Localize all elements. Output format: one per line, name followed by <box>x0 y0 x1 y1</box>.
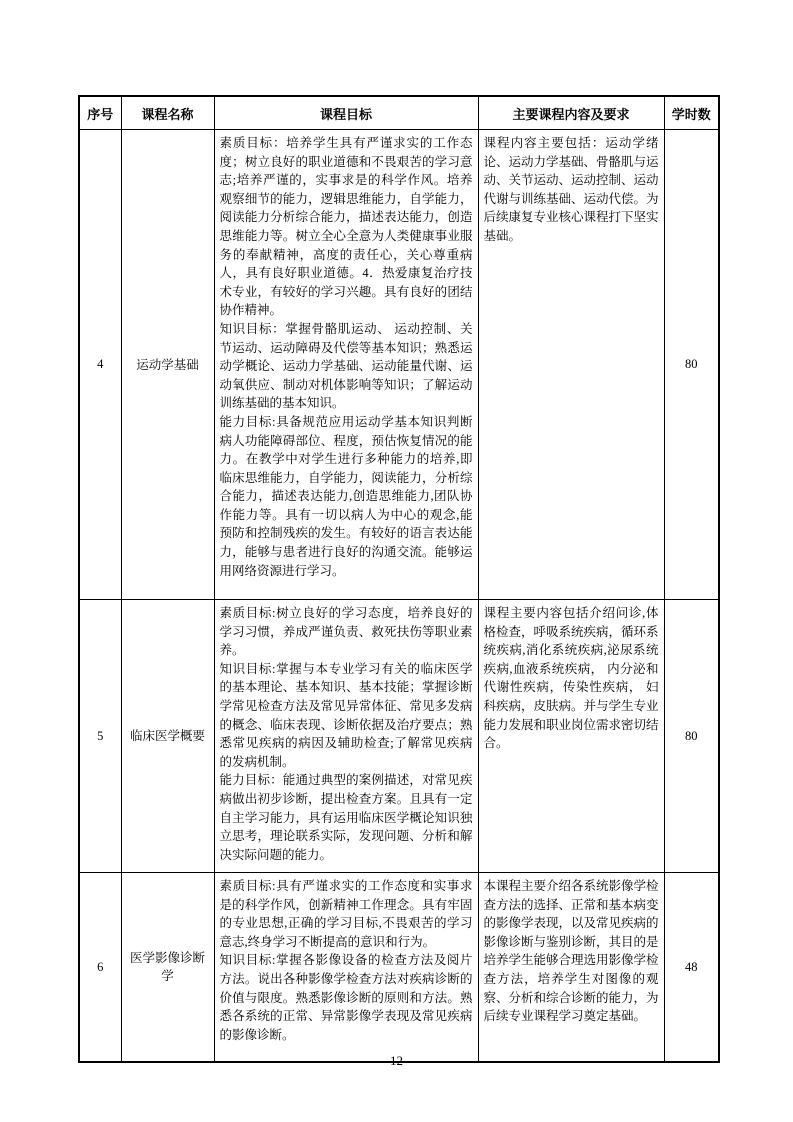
content-paragraph: 本课程主要介绍各系统影像学检查方法的选择、正常和基本病变的影像学表现，以及常见疾病的影像诊断与鉴别诊断，其目的是培养学生能够合理选用影像学检查方法，培养学生对图像的观察、分析和综合诊断的能力，为后续专业课程学习奠定基础。 <box>483 879 659 1024</box>
course-name-cell: 临床医学概要 <box>121 600 214 873</box>
header-number: 序号 <box>79 96 121 130</box>
objective-paragraph: 素质目标：培养学生具有严谨求实的工作态度；树立良好的职业道德和不畏艰苦的学习意志;培养严谨的，实事求是的科学作风。培养观察细节的能力，逻辑思维能力，自学能力，阅读能力分析综合能力，描述表达能力，创造思维能力等。树立全心全意为人类健康事业服务的奉献精神，高度的责任心，关心尊重病人，具有良好职业道德。4．热爱康复治疗技术专业，有较好的学习兴趣。具有良好的团结协作精神。 <box>219 136 473 318</box>
header-hours: 学时数 <box>664 96 719 130</box>
objective-paragraph: 能力目标：能通过典型的案例描述，对常见疾病做出初步诊断，提出检查方案。且具有一定自主学习能力，具有运用临床医学概论知识独立思考，理论联系实际，发现问题、分析和解决实际问题的能力。 <box>219 773 473 862</box>
table-row <box>79 600 719 873</box>
table-row <box>79 873 719 1063</box>
hours-cell: 80 <box>664 600 719 873</box>
objective-paragraph: 知识目标:掌握各影像设备的检查方法及阅片方法。说出各种影像学检查方法对疾病诊断的价值与限度。熟悉影像诊断的原则和方法。熟悉各系统的正常、异常影像学表现及常见疾病的影像诊断。 <box>219 953 473 1042</box>
hours-cell: 80 <box>664 130 719 600</box>
objective-paragraph: 知识目标:掌握与本专业学习有关的临床医学的基本理论、基本知识、基本技能；掌握诊断学常见检查方法及常见异常体征、常见多发病的概念、临床表现、诊断依据及治疗要点；熟悉常见疾病的病因及辅助检查;了解常见疾病的发病机制。 <box>219 661 473 769</box>
objective-paragraph: 素质目标:具有严谨求实的工作态度和实事求是的科学作风，创新精神工作理念。具有牢固的专业思想,正确的学习目标,不畏艰苦的学习意志,终身学习不断提高的意识和行为。 <box>219 879 473 949</box>
content-cell <box>478 130 664 600</box>
content-cell <box>478 600 664 873</box>
table-row <box>79 130 719 600</box>
content-cell <box>478 873 664 1063</box>
header-row <box>79 96 719 130</box>
course-name-cell: 医学影像诊断学 <box>121 873 214 1063</box>
content-paragraph: 课程内容主要包括：运动学绪论、运动力学基础、骨骼肌与运动、关节运动、运动控制、运动代谢与训练基础、运动代偿。为后续康复专业核心课程打下坚实基础。 <box>483 136 659 243</box>
objectives-cell <box>214 130 478 600</box>
objectives-cell <box>214 873 478 1063</box>
row-number-cell: 5 <box>79 600 121 873</box>
header-objectives: 课程目标 <box>214 96 478 130</box>
objective-paragraph: 素质目标:树立良好的学习态度，培养良好的学习习惯，养成严谨负责、救死扶伤等职业素养。 <box>219 606 473 658</box>
objectives-cell <box>214 600 478 873</box>
content-paragraph: 课程主要内容包括介绍问诊,体格检查，呼吸系统疾病，循环系统疾病,消化系统疾病,泌尿系统疾病,血液系统疾病， 内分泌和代谢性疾病，传染性疾病， 妇科疾病，皮肤病。并与学生专业能力发展和职业岗位需求密切结合。 <box>483 606 659 751</box>
header-content: 主要课程内容及要求 <box>478 96 664 130</box>
course-name-cell: 运动学基础 <box>121 130 214 600</box>
header-course-name: 课程名称 <box>121 96 214 130</box>
course-table <box>78 95 720 1063</box>
hours-cell: 48 <box>664 873 719 1063</box>
row-number-cell: 4 <box>79 130 121 600</box>
row-number-cell: 6 <box>79 873 121 1063</box>
objective-paragraph: 知识目标：掌握骨骼肌运动、 运动控制、关节运动、运动障碍及代偿等基本知识；熟悉运动学概论、运动力学基础、运动能量代谢、运动氧供应、制动对机体影响等知识；了解运动训练基础的基本知识。 <box>219 321 473 411</box>
page-number: 12 <box>390 1053 403 1068</box>
objective-paragraph: 能力目标:具备规范应用运动学基本知识判断病人功能障碍部位、程度，预估恢复情况的能力。在教学中对学生进行多种能力的培养,即临床思维能力，自学能力，阅读能力，分析综合能力，描述表达能力,创造思维能力,团队协作能力等。具有一切以病人为中心的观念,能预防和控制残疾的发生。有较好的语言表达能力，能够与患者进行良好的沟通交流。能够运用网络资源进行学习。 <box>219 414 473 578</box>
